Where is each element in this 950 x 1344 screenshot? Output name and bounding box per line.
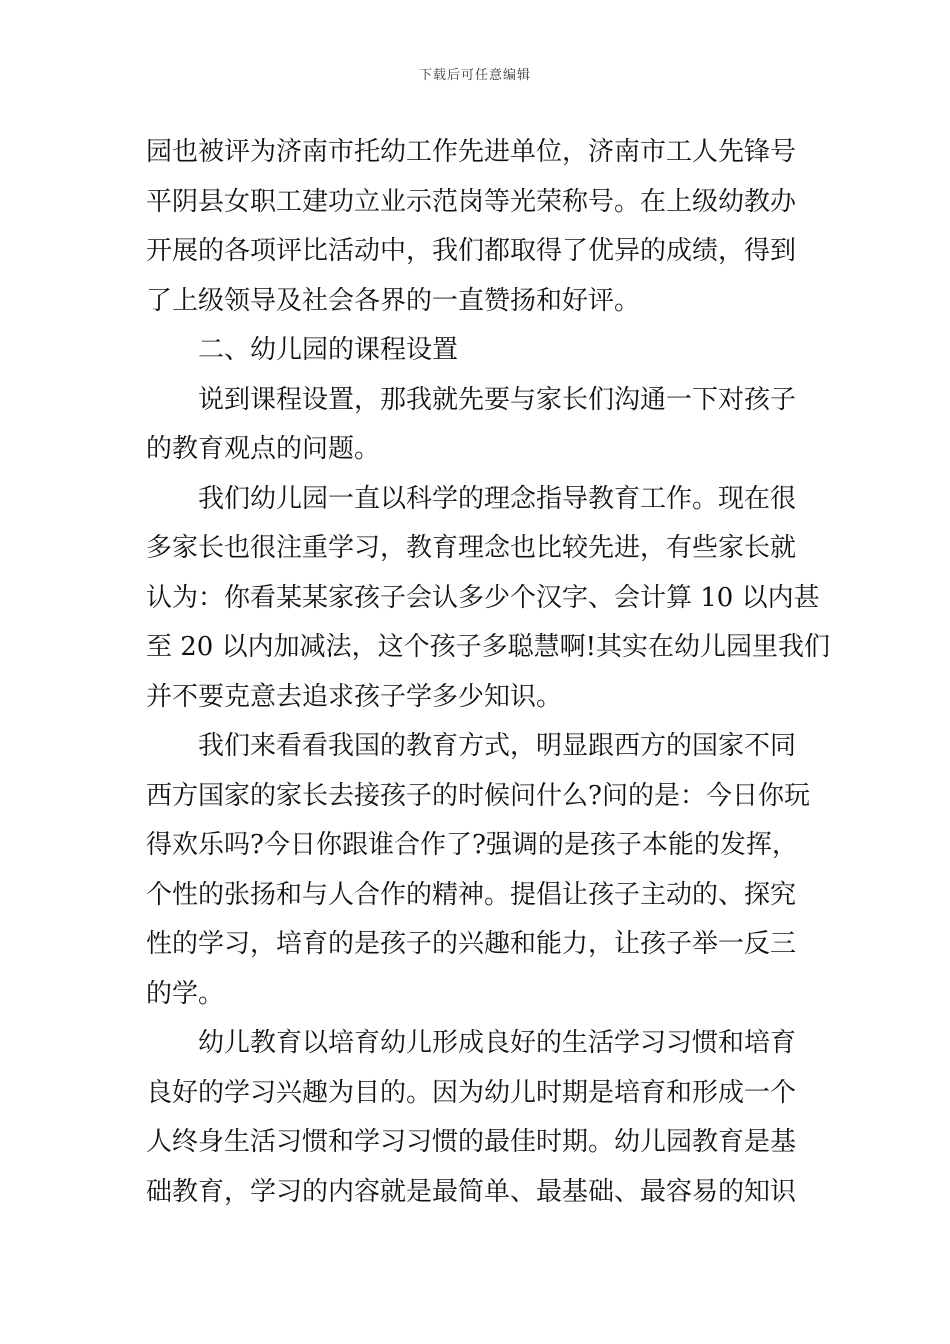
text-line: 西方国家的家长去接孩子的时候问什么?问的是：今日你玩 bbox=[146, 780, 810, 811]
text-line: 认为：你看某某家孩子会认多少个汉字、会计算 10 以内甚 bbox=[146, 582, 820, 613]
document-body bbox=[146, 128, 831, 1217]
section-heading: 二、幼儿园的课程设置 bbox=[198, 335, 459, 365]
text-line: 开展的各项评比活动中，我们都取得了优异的成绩，得到 bbox=[146, 236, 797, 266]
text-line: 平阴县女职工建功立业示范岗等光荣称号。在上级幼教办 bbox=[146, 186, 797, 217]
text-line: 多家长也很注重学习，教育理念也比较先进，有些家长就 bbox=[146, 533, 797, 563]
text-line: 了上级领导及社会各界的一直赞扬和好评。 bbox=[146, 285, 641, 316]
text-line: 良好的学习兴趣为目的。因为幼儿时期是培育和形成一个 bbox=[146, 1077, 797, 1108]
text-line: 性的学习，培育的是孩子的兴趣和能力，让孩子举一反三 bbox=[146, 929, 797, 959]
text-line: 人终身生活习惯和学习习惯的最佳时期。幼儿园教育是基 bbox=[146, 1127, 797, 1157]
text-line: 并不要克意去追求孩子学多少知识。 bbox=[146, 681, 563, 712]
text-line: 园也被评为济南市托幼工作先进单位，济南市工人先锋号 bbox=[146, 137, 797, 167]
text-line: 我们幼儿园一直以科学的理念指导教育工作。现在很 bbox=[198, 483, 797, 514]
text-line: 我们来看看我国的教育方式，明显跟西方的国家不同 bbox=[198, 731, 797, 761]
text-line: 幼儿教育以培育幼儿形成良好的生活学习习惯和培育 bbox=[198, 1028, 797, 1058]
text-line: 个性的张扬和与人合作的精神。提倡让孩子主动的、探究 bbox=[146, 879, 797, 910]
page-header: 下载后可任意编辑 bbox=[418, 68, 531, 83]
text-line: 说到课程设置，那我就先要与家长们沟通一下对孩子 bbox=[198, 384, 797, 415]
text-line: 的教育观点的问题。 bbox=[146, 434, 381, 464]
text-line: 得欢乐吗?今日你跟谁合作了?强调的是孩子本能的发挥， bbox=[146, 830, 798, 860]
text-line: 础教育，学习的内容就是最简单、最基础、最容易的知识 bbox=[146, 1176, 797, 1207]
text-line: 的学。 bbox=[146, 978, 225, 1009]
text-line: 至 20 以内加减法，这个孩子多聪慧啊!其实在幼儿园里我们 bbox=[146, 632, 831, 662]
